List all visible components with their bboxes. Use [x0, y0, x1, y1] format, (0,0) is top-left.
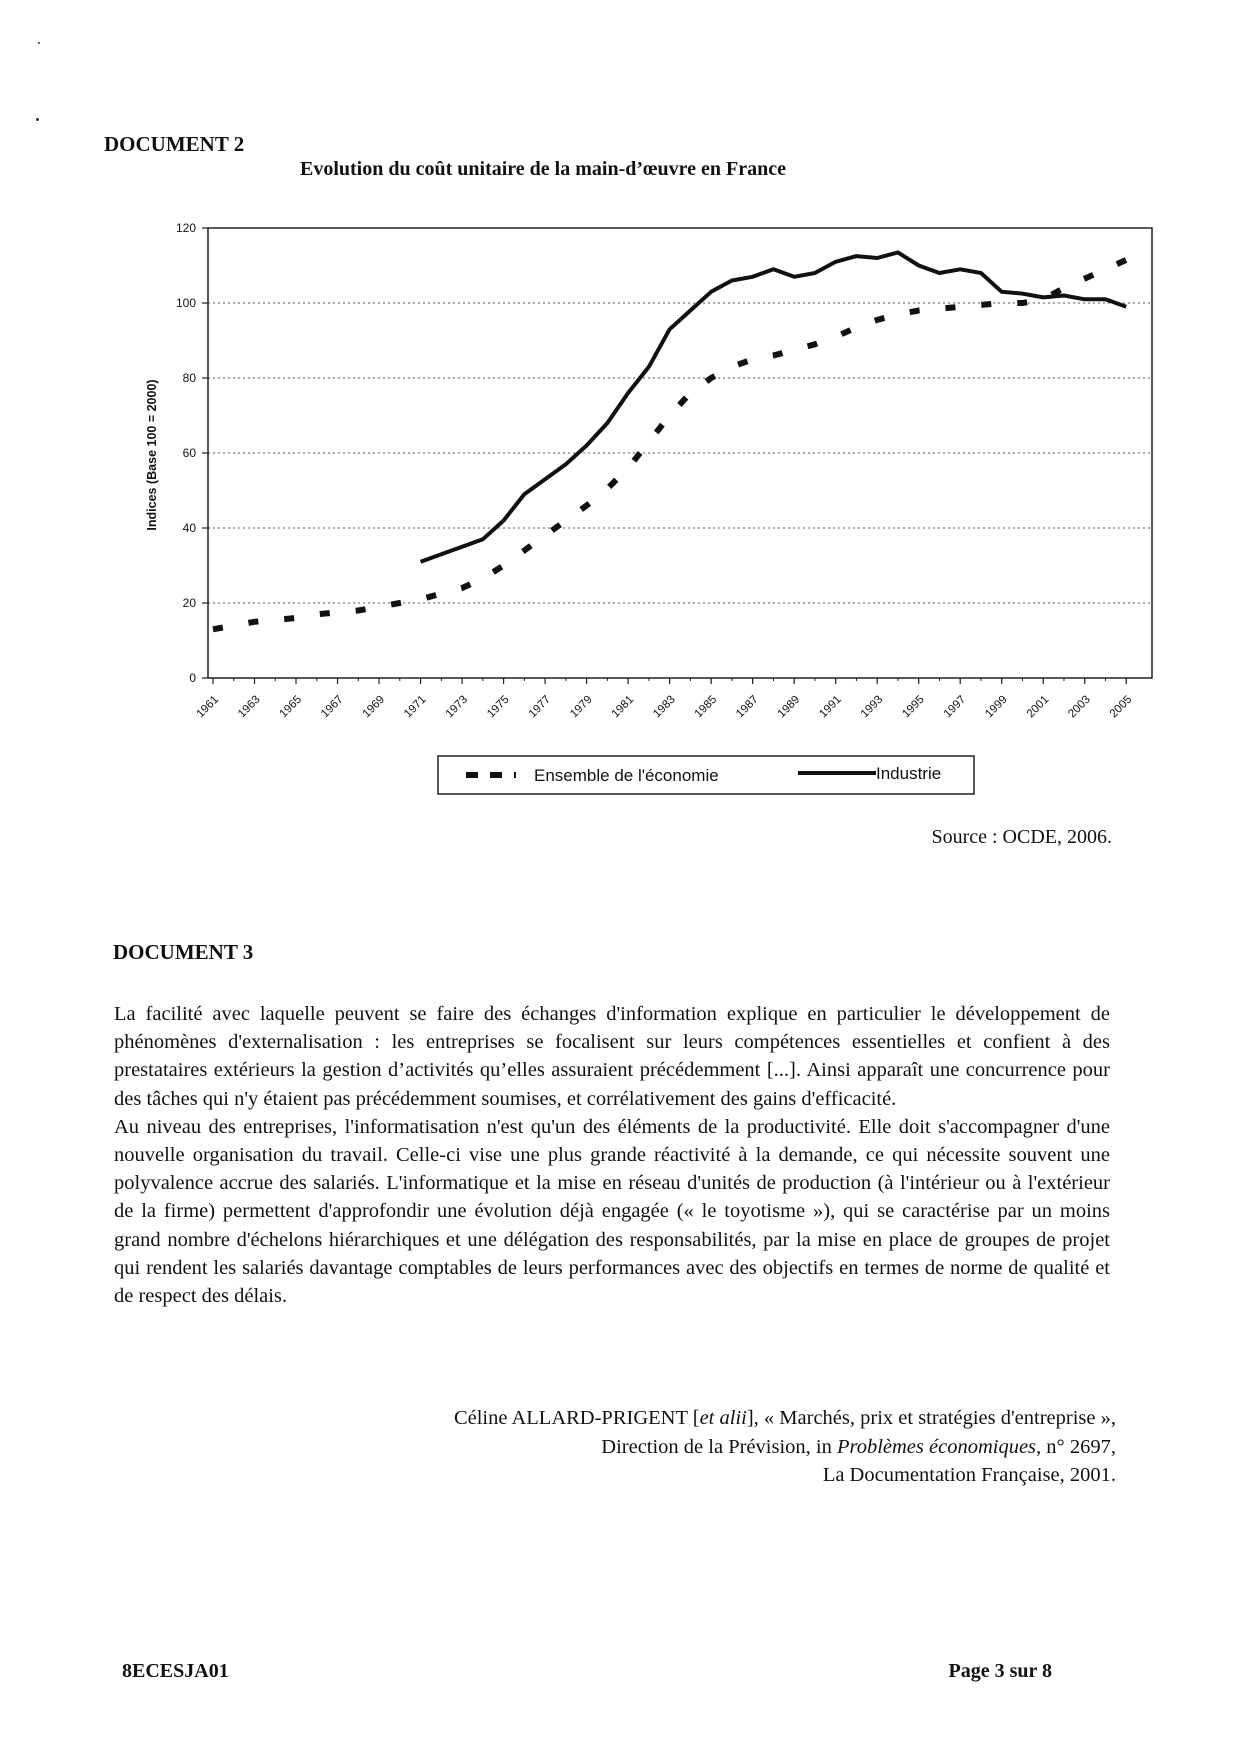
chart-legend: [438, 756, 974, 794]
citation: [216, 1404, 1116, 1490]
legend-label-industrie: Industrie: [876, 764, 942, 783]
x-tick-label: 1991: [817, 693, 844, 721]
footer-document-code: 8ECESJA01: [122, 1660, 229, 1682]
x-tick-label: 1989: [775, 693, 803, 721]
x-tick-label: 1981: [609, 693, 637, 721]
x-tick-label: 1993: [858, 693, 886, 721]
chart-gridlines: [208, 303, 1152, 603]
x-tick-label: 1999: [983, 693, 1010, 721]
chart-axes: [176, 221, 1152, 720]
citation-line-1: [216, 1404, 1116, 1433]
citation-author: Céline ALLARD-PRIGENT [: [453, 1407, 700, 1429]
document-2-heading: DOCUMENT 2: [104, 132, 245, 156]
x-tick-label: 2005: [1107, 693, 1135, 721]
x-tick-label: 1997: [941, 693, 969, 721]
legend-box: [438, 756, 974, 794]
citation-line-2-suffix: , n° 2697,: [1036, 1435, 1116, 1458]
y-tick-label: 20: [182, 596, 196, 610]
chart-source: Source : OCDE, 2006.: [931, 826, 1112, 848]
x-tick-label: 1965: [277, 693, 305, 721]
x-tick-label: 1971: [402, 693, 429, 721]
document-3-paragraph-1: La facilité avec laquelle peuvent se faire des échanges d'information explique en particulier le développement de phénomènes d'externalisation : les entreprises se focalisent sur leurs compétences essentielles et confient à des prestataires extérieurs la gestion d’activités qu’elles assuraient précédemment [...]. Ainsi apparaît une concurrence pour des tâches qui n'y étaient pas précédemment soumises, et corrélativement des gains d'efficacité.: [114, 1003, 1110, 1110]
citation-line-3: La Documentation Française, 2001.: [822, 1464, 1116, 1486]
document-3-text: [114, 1000, 1110, 1310]
series-line-industrie: [421, 252, 1127, 561]
x-tick-label: 1969: [360, 693, 388, 721]
series-line-ensemble-economie: [213, 260, 1126, 629]
chart-title: Evolution du coût unitaire de la main-d’œuvre en France: [300, 158, 786, 180]
citation-title: ], « Marchés, prix et stratégies d'entreprise »,: [746, 1407, 1116, 1429]
document-3-paragraph-2: Au niveau des entreprises, l'informatisation n'est qu'un des éléments de la productivité. Elle doit s'accompagner d'une nouvelle organisation du travail. Celle-ci vise une plus grande réactivité à la demande, ce qui nécessite souvent une polyvalence accrue des salariés. L'informatique et la mise en réseau d'unités de production (à l'intérieur ou à l'extérieur de la firme) permettent d'approfondir une évolution déjà engagée (« le toyotisme »), qui se caractérise par un moins grand nombre d'échelons hiérarchiques et une délégation des responsabilités, par la mise en place de groupes de projet qui rendent les salariés davantage comptables de leurs performances avec des objectifs en termes de norme de qualité et de respect des délais.: [114, 1115, 1110, 1308]
x-tick-label: 2001: [1024, 693, 1052, 721]
citation-line-2-prefix: Direction de la Prévision, in: [601, 1435, 837, 1458]
y-tick-label: 40: [182, 521, 196, 535]
y-tick-label: 120: [175, 221, 196, 235]
y-tick-label: 0: [189, 671, 196, 685]
citation-et-alii: et alii: [699, 1407, 747, 1429]
scan-artifact-dot: [36, 118, 39, 121]
x-tick-label: 2003: [1066, 693, 1093, 721]
legend-label-economie: Ensemble de l'économie: [534, 766, 719, 785]
y-tick-label: 80: [182, 371, 196, 385]
x-tick-label: 1973: [443, 693, 471, 721]
x-tick-label: 1967: [319, 693, 346, 721]
labor-cost-chart: [0, 0, 1240, 800]
x-tick-label: 1979: [568, 693, 595, 721]
y-tick-label: 60: [182, 446, 196, 460]
x-tick-label: 1961: [194, 693, 222, 721]
x-tick-label: 1985: [692, 693, 720, 721]
x-tick-label: 1987: [734, 693, 761, 721]
y-tick-label: 100: [175, 296, 196, 310]
citation-publication: Problèmes économiques: [836, 1435, 1037, 1458]
plot-frame: [208, 228, 1152, 678]
x-tick-label: 1963: [236, 693, 263, 721]
x-tick-label: 1995: [900, 693, 927, 721]
y-axis-label: Indices (Base 100 = 2000): [145, 379, 159, 531]
footer-page-number: Page 3 sur 8: [948, 1660, 1052, 1682]
document-3-heading: DOCUMENT 3: [113, 940, 254, 964]
scan-artifact-dot: [38, 42, 40, 44]
x-tick-label: 1975: [485, 693, 512, 721]
x-tick-label: 1977: [526, 693, 554, 721]
chart-series: [213, 252, 1126, 629]
x-tick-label: 1983: [651, 693, 678, 721]
citation-line-2: [216, 1433, 1116, 1462]
